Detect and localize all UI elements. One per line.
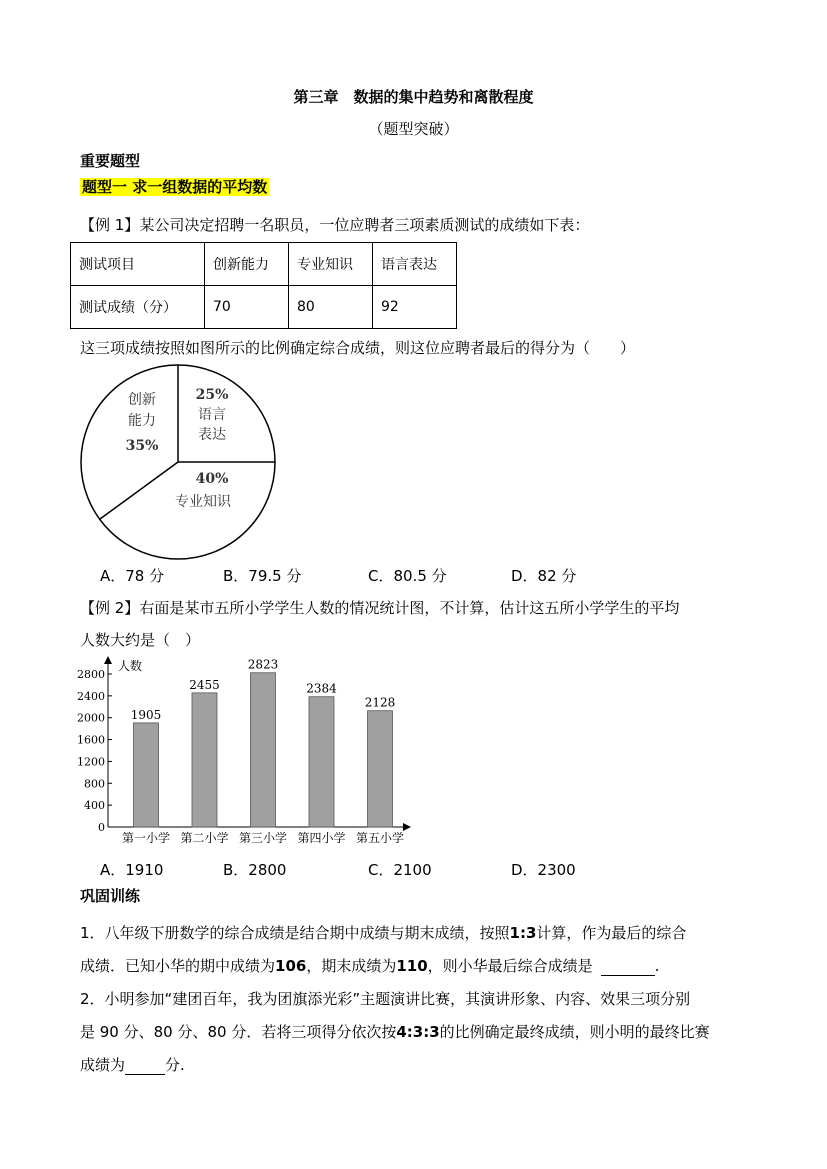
bar-value-label: 2455 — [189, 677, 220, 692]
example2-option-a: A．1910 — [100, 861, 164, 879]
bar — [309, 697, 334, 827]
y-tick-label: 2400 — [77, 689, 105, 703]
bar — [368, 711, 393, 827]
y-tick-label: 2000 — [77, 711, 105, 725]
pie-label-language-2: 表达 — [198, 427, 226, 443]
bar-value-label: 1905 — [130, 707, 162, 722]
pie-label-innovation-1: 创新 — [128, 392, 156, 408]
x-axis-arrow — [403, 823, 411, 831]
q1-text-d: ，期末成绩为 — [306, 957, 397, 975]
example1-text: 某公司决定招聘一名职员，一位应聘者三项素质测试的成绩如下表： — [139, 216, 590, 234]
q2-text-b: 的比例确定最终成绩，则小明的最终比赛 — [439, 1023, 710, 1041]
page-title: 第三章 数据的集中趋势和离散程度 — [293, 88, 534, 106]
example1-option-d: D．82 分 — [511, 567, 577, 585]
y-tick-label: 1200 — [77, 755, 105, 769]
q1-midterm: 106 — [275, 957, 307, 975]
y-axis-label: 人数 — [118, 659, 143, 673]
example1-intro — [80, 214, 589, 235]
pie-label-innovation-2: 能力 — [128, 413, 156, 429]
q1-text-b: 计算，作为最后的综合 — [536, 924, 687, 942]
y-tick-label: 0 — [98, 821, 105, 834]
practice-q2-line3 — [80, 1054, 185, 1075]
example2-option-d: D．2300 — [511, 861, 576, 879]
bars — [122, 658, 404, 845]
bar-chart — [75, 656, 420, 850]
example2-text-1: 右面是某市五所小学学生人数的情况统计图，不计算，估计这五所小学学生的平均 — [139, 599, 680, 617]
q1-text-e: ，则小华最后综合成绩是 — [427, 957, 593, 975]
section-key-types: 重要题型 — [80, 152, 141, 170]
q1-final: 110 — [396, 957, 428, 975]
table-header-row — [71, 243, 457, 286]
practice-q1-line2 — [80, 955, 659, 976]
table-header-cell: 语言表达 — [373, 243, 457, 286]
q2-ratio: 4:3:3 — [396, 1023, 440, 1041]
y-tick-label: 800 — [84, 777, 105, 791]
y-tick-label: 2800 — [77, 668, 105, 681]
example1-option-a: A．78 分 — [100, 567, 165, 585]
q2-text-a: 是 90 分、80 分、80 分．若将三项得分依次按 — [80, 1023, 397, 1041]
table-header-cell: 测试项目 — [71, 243, 205, 286]
example1-tag: 【例 1】 — [80, 216, 140, 234]
pie-percent-innovation: 35% — [125, 438, 159, 454]
q1-end: . — [654, 957, 660, 975]
table-cell: 测试成绩（分） — [71, 286, 205, 329]
x-category-label: 第一小学 — [121, 831, 171, 845]
q1-answer-blank[interactable] — [601, 957, 655, 976]
example2-text-2: 人数大约是（ ） — [80, 631, 201, 649]
y-tick-label: 400 — [84, 799, 105, 813]
type1-heading-wrap — [80, 176, 269, 197]
x-category-label: 第二小学 — [180, 831, 229, 845]
table-cell: 80 — [289, 286, 373, 329]
table-row — [71, 286, 457, 329]
table-cell: 92 — [373, 286, 457, 329]
q1-text-c: 成绩．已知小华的期中成绩为 — [80, 957, 276, 975]
pie-percent-knowledge: 40% — [195, 471, 229, 487]
y-ticks — [77, 668, 112, 834]
type1-heading: 题型一 求一组数据的平均数 — [82, 178, 268, 196]
q1-text-a: 1．八年级下册数学的综合成绩是结合期中成绩与期末成绩，按照 — [80, 924, 510, 942]
bar — [192, 693, 217, 827]
example2-option-c: C．2100 — [368, 861, 432, 879]
pie-percent-language: 25% — [195, 387, 229, 403]
x-category-label: 第四小学 — [297, 831, 346, 845]
example1-question: 这三项成绩按照如图所示的比例确定综合成绩，则这位应聘者最后的得分为（ ） — [80, 339, 636, 357]
bar-value-label: 2823 — [247, 657, 279, 672]
example2-option-b: B．2800 — [223, 861, 287, 879]
pie-label-knowledge: 专业知识 — [175, 494, 231, 510]
y-tick-label: 1600 — [77, 733, 105, 747]
bar-value-label: 2384 — [306, 681, 337, 696]
bar — [251, 673, 276, 827]
q1-ratio: 1:3 — [509, 924, 537, 942]
example2-tag: 【例 2】 — [80, 599, 140, 617]
practice-q2-line1: 2．小明参加“建团百年，我为团旗添光彩”主题演讲比赛，其演讲形象、内容、效果三项分别 — [80, 990, 691, 1008]
table-cell: 70 — [205, 286, 289, 329]
q2-answer-blank[interactable] — [125, 1056, 165, 1075]
table-header-cell: 创新能力 — [205, 243, 289, 286]
page-subtitle: （题型突破） — [368, 120, 459, 138]
q2-text-d: 分. — [165, 1056, 185, 1074]
pie-chart — [78, 362, 278, 562]
example1-option-c: C．80.5 分 — [368, 567, 447, 585]
scores-table — [70, 242, 457, 329]
practice-q1-line1 — [80, 922, 686, 943]
bar-value-label: 2128 — [364, 695, 396, 710]
bar — [134, 723, 159, 827]
x-category-label: 第三小学 — [238, 831, 288, 845]
y-axis-arrow — [104, 656, 112, 664]
example2-intro — [80, 597, 679, 618]
table-header-cell: 专业知识 — [289, 243, 373, 286]
pie-label-language-1: 语言 — [198, 407, 226, 423]
example1-option-b: B．79.5 分 — [223, 567, 302, 585]
x-category-label: 第五小学 — [355, 831, 405, 845]
q2-text-c: 成绩为 — [80, 1056, 126, 1074]
practice-heading: 巩固训练 — [80, 887, 141, 905]
practice-q2-line2 — [80, 1021, 710, 1042]
